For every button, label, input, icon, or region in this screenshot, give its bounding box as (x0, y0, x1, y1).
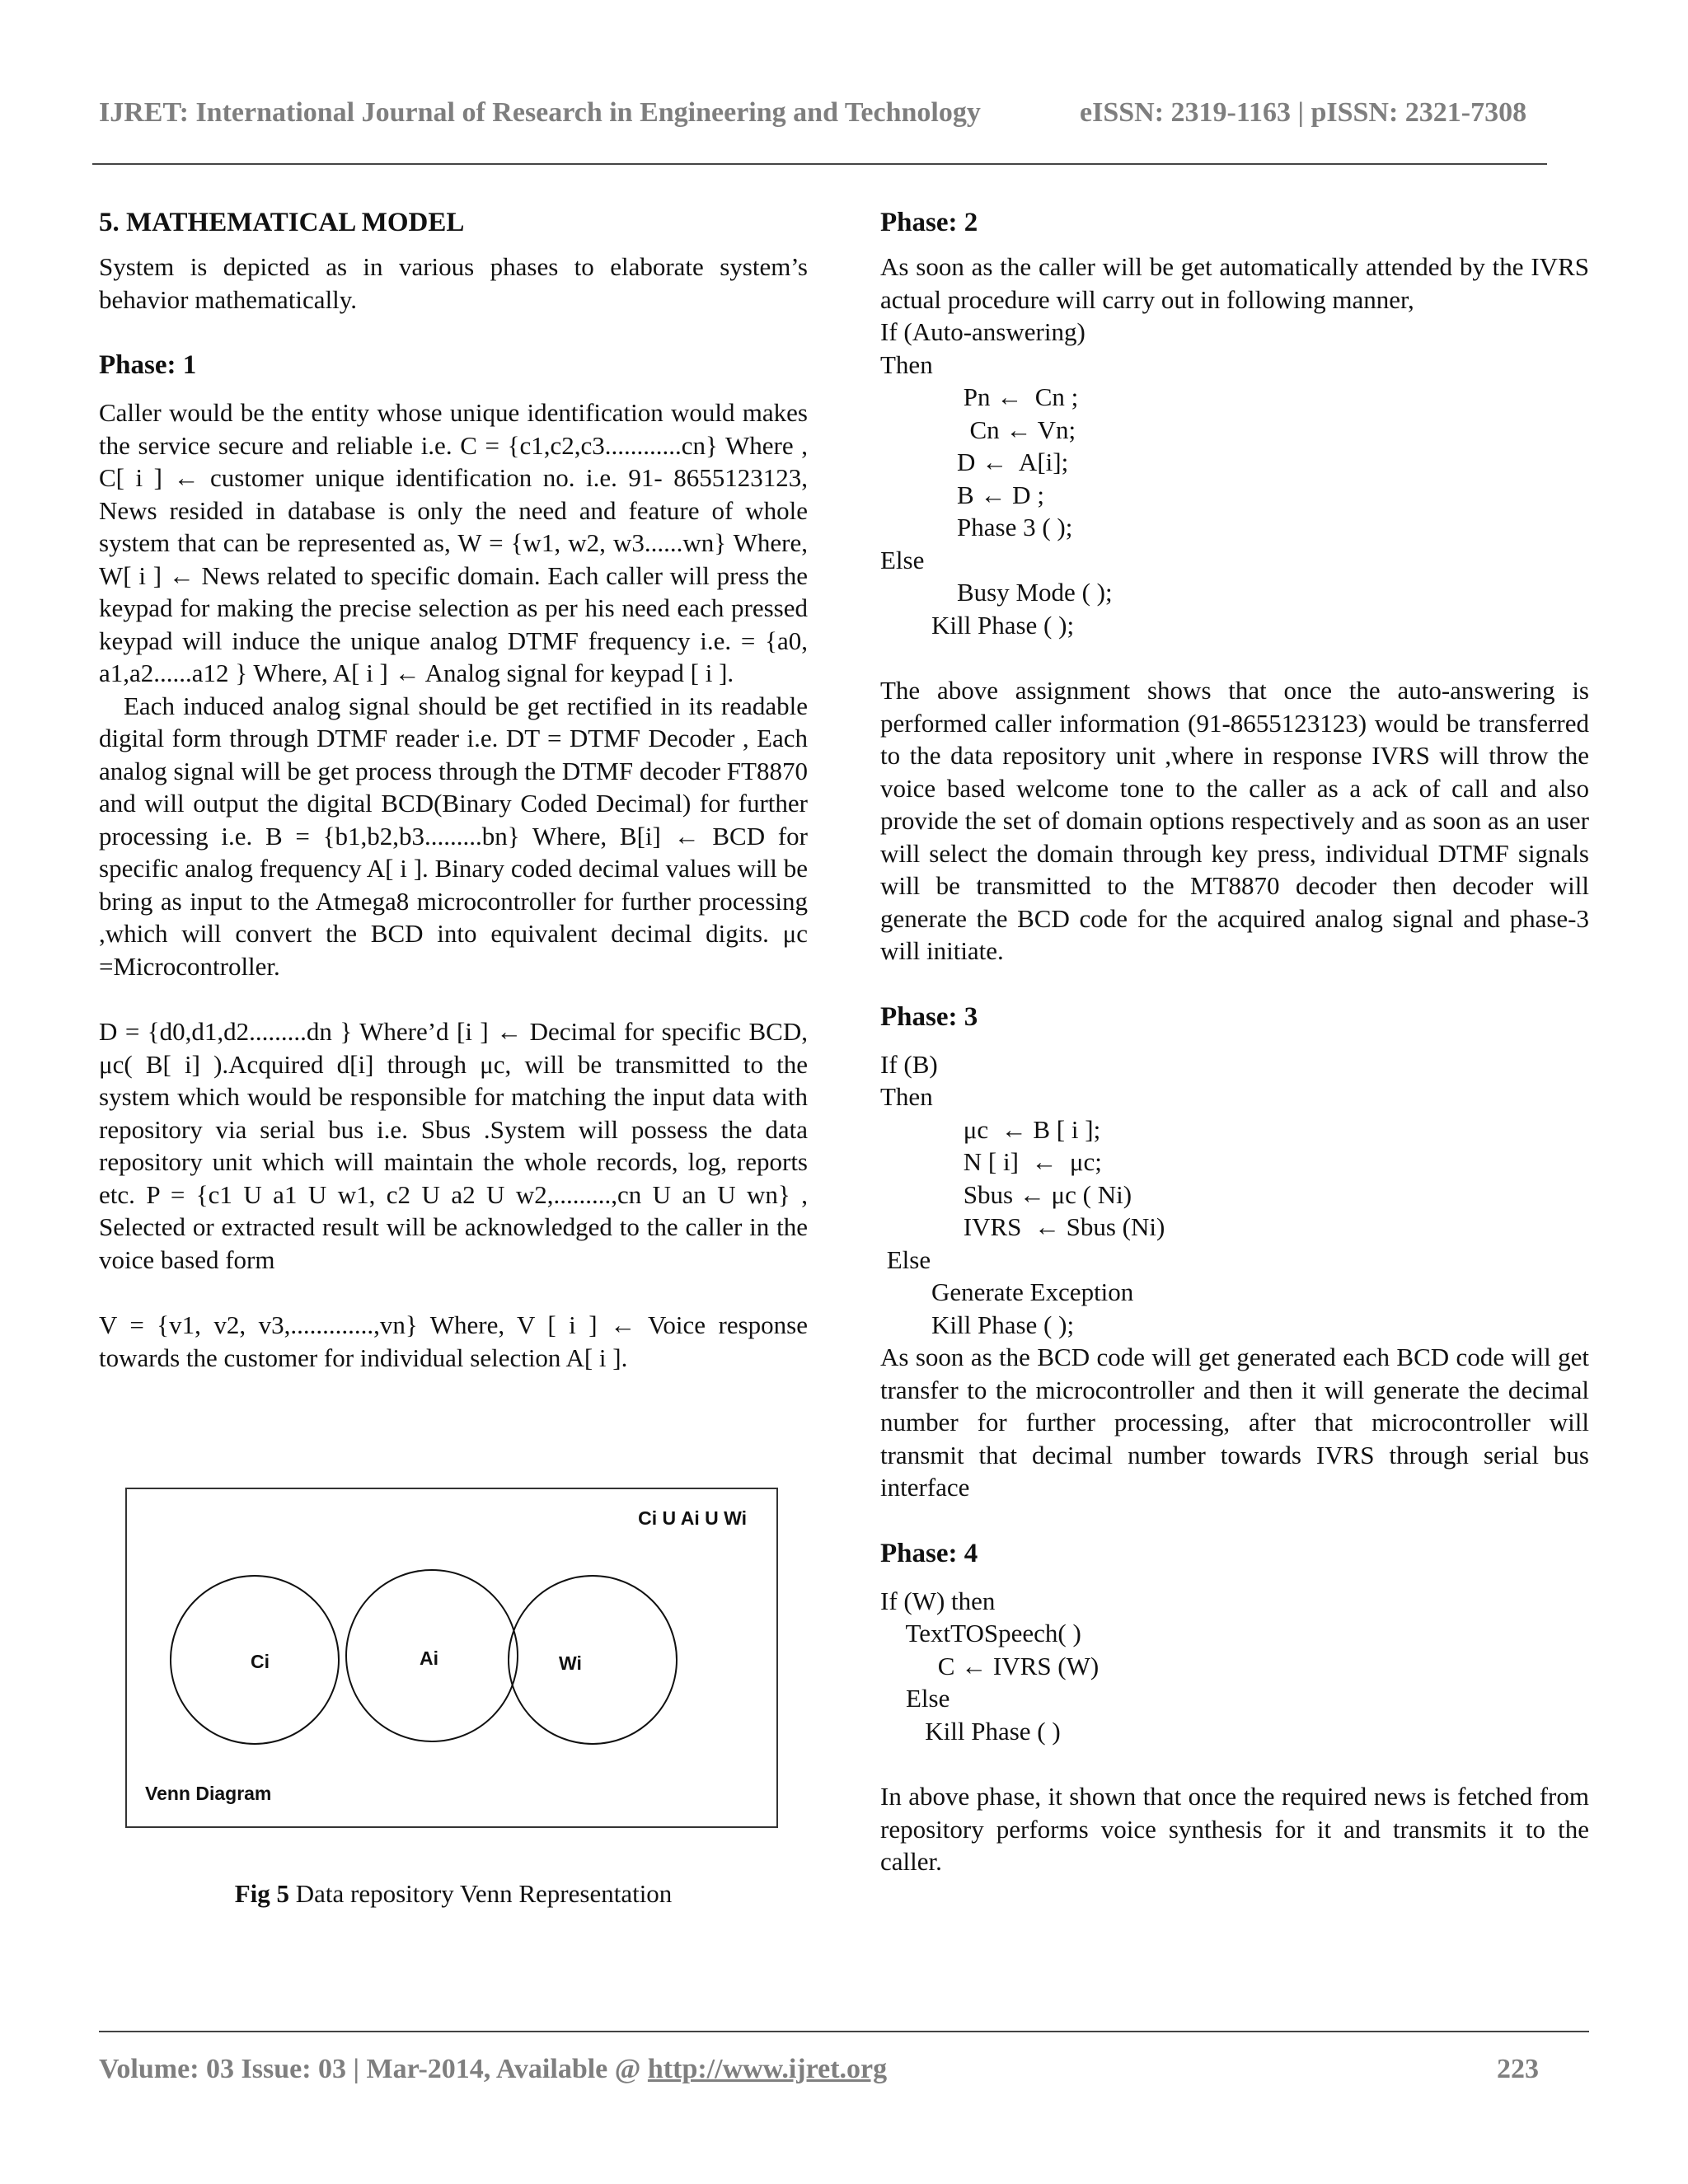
phase1-paragraph-1: Caller would be the entity whose unique identification would makes the service secure and reliable i.e. C = {c1,c2,c3............cn} Where , C[ i ] ← customer unique identification no. i.e. 91- 8655123123, News resided in database is only the need and feature of whole system that can be represented as, W = {w1, w2, w3......wn} Where, W[ i ] ← News related to specific domain. Each caller will press the keypad for making the precise selection as per his need each pressed keypad will induce the unique analog DTMF frequency i.e. = {a0, a1,a2......a12 } Where, A[ i ] ← Analog signal for keypad [ i ]. (99, 398, 808, 687)
phase1-paragraph-4: V = {v1, v2, v3,.............,vn} Where, V [ i ] ← Voice response towards the customer for individual selection A[ i ]. (99, 1310, 808, 1372)
phase3-pseudocode: If (B) Then μc ← B [ i ]; N [ i] ← μc; Sbus ← μc ( Ni) IVRS ← Sbus (Ni) Else Generate Exception Kill Phase ( ); (880, 1049, 1165, 1339)
venn-label-ci: Ci (251, 1651, 270, 1672)
phase3-paragraph: As soon as the BCD code will get generated each BCD code will get transfer to the microcontroller and then it will generate the decimal number for further processing, after that microcontroller will transmit that decimal number towards IVRS through serial bus interface (880, 1343, 1589, 1502)
phase4-pseudocode: If (W) then TextTOSpeech( ) C ← IVRS (W) Else Kill Phase ( ) (880, 1586, 1100, 1746)
phase2-paragraph: The above assignment shows that once the auto-answering is performed caller information (91-8655123123) would be transferred to the data repository unit ,where in response IVRS will throw the voice based welcome tone to the caller as a ack of call and also provide the set of domain options respectively and as soon as an user will select the domain through key press, individual DTMF signals will be transmitted to the MT8870 decoder then decoder will generate the BCD code for the acquired analog signal and phase-3 will initiate. (880, 676, 1589, 965)
phase2-title: Phase: 2 (880, 208, 978, 237)
phase3-title: Phase: 3 (880, 1001, 978, 1032)
journal-title: IJRET: International Journal of Research in Engineering and Technology (99, 97, 981, 128)
running-footer (99, 2054, 1550, 2085)
intro-paragraph: System is depicted as in various phases to elaborate system’s behavior mathematically. (99, 252, 808, 314)
caption-number: Fig 5 (234, 1879, 289, 1908)
running-header (99, 97, 1550, 129)
phase2-intro: As soon as the caller will be get automatically attended by the IVRS actual procedure will carry out in following manner, (880, 252, 1589, 314)
right-column (880, 206, 1589, 1878)
header-rule (92, 163, 1547, 165)
issn: eISSN: 2319-1163 | pISSN: 2321-7308 (1080, 97, 1527, 128)
figure-caption (99, 1879, 808, 1909)
venn-footer-label: Venn Diagram (145, 1783, 272, 1804)
venn-figure (125, 1488, 778, 1828)
venn-label-ai: Ai (420, 1647, 438, 1669)
caption-text: Data repository Venn Representation (289, 1879, 673, 1908)
venn-corner-label: Ci U Ai U Wi (638, 1507, 747, 1529)
section-title: 5. MATHEMATICAL MODEL (99, 208, 465, 237)
phase1-title: Phase: 1 (99, 350, 197, 380)
venn-diagram (127, 1489, 776, 1826)
venn-circle-wi (509, 1576, 677, 1744)
page-number: 223 (1497, 2054, 1539, 2084)
footer-volume: Volume: 03 Issue: 03 | Mar-2014, Available @ (99, 2054, 648, 2084)
venn-label-wi: Wi (559, 1652, 582, 1674)
phase1-paragraph-2: Each induced analog signal should be get rectified in its readable digital form through DTMF reader i.e. DT = DTMF Decoder , Each analog signal will be get process through the DTMF decoder FT8870 and will output the digital BCD(Binary Coded Decimal) for further processing i.e. B = {b1,b2,b3.........bn} Where, B[i] ← BCD for specific analog frequency A[ i ]. Binary coded decimal values will be bring as input to the Atmega8 microcontroller for further processing ,which will convert the BCD into equivalent decimal digits. μc =Microcontroller. (99, 691, 808, 981)
phase2-pseudocode: If (Auto-answering) Then Pn ← Cn ; Cn ← Vn; D ← A[i]; B ← D ; Phase 3 ( ); Else Busy Mode ( ); Kill Phase ( ); (880, 317, 1113, 640)
left-column (99, 206, 808, 1374)
phase1-paragraph-3: D = {d0,d1,d2.........dn } Where’d [i ] ← Decimal for specific BCD, μc( B[ i] ).Acquired d[i] through μc, will be transmitted to the system which would be responsible for matching the input data with repository via serial bus i.e. Sbus .System will possess the data repository unit which will maintain the whole records, log, reports etc. P = {c1 U a1 U w1, c2 U a2 U w2,.........,cn U an U wn} , Selected or extracted result will be acknowledged to the caller in the voice based form (99, 1017, 808, 1274)
phase4-title: Phase: 4 (880, 1538, 978, 1568)
phase4-paragraph: In above phase, it shown that once the required news is fetched from repository performs voice synthesis for it and transmits it to the caller. (880, 1782, 1589, 1876)
footer-rule (99, 2031, 1589, 2032)
journal-link[interactable]: http://www.ijret.org (647, 2054, 888, 2084)
